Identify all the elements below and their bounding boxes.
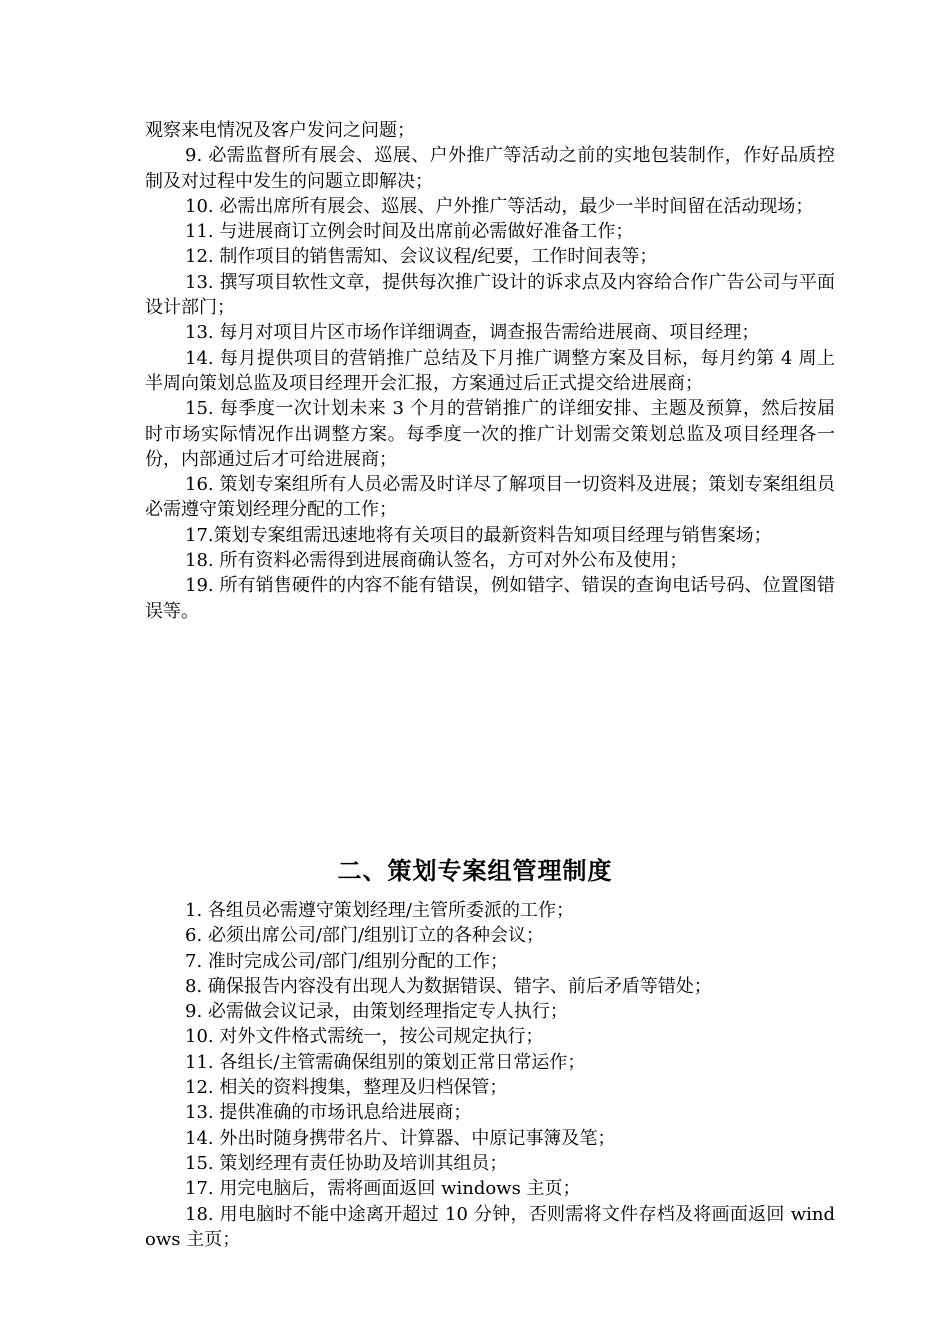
- section1-body: [145, 118, 835, 624]
- rule-item: 11. 各组长/主管需确保组别的策划正常日常运作；: [185, 1051, 586, 1073]
- paragraph-item-17: 17.策划专案组需迅速地将有关项目的最新资料告知项目经理与销售案场；: [185, 524, 772, 546]
- section2-body: [145, 898, 835, 1252]
- rule-item: 15. 策划经理有责任协助及培训其组员；: [185, 1152, 508, 1174]
- rule-item: 12. 相关的资料搜集，整理及归档保管；: [185, 1077, 508, 1099]
- rule-item: 8. 确保报告内容没有出现人为数据错误、错字、前后矛盾等错处；: [185, 975, 712, 997]
- paragraph-item-19: 19. 所有销售硬件的内容不能有错误，例如错字、错误的查询电话号码、位置图错误等。: [145, 575, 835, 622]
- rule-item: 18. 用电脑时不能中途离开超过 10 分钟，否则需将文件存档及将画面返回 windows 主页；: [145, 1203, 835, 1250]
- rule-item: 1. 各组员必需遵守策划经理/主管所委派的工作；: [185, 900, 574, 921]
- paragraph-item-13b: 13. 每月对项目片区市场作详细调查，调查报告需给进展商、项目经理；: [185, 322, 760, 344]
- paragraph-continuation: 观察来电情况及客户发问之问题；: [145, 120, 415, 141]
- rule-item: 6. 必须出席公司/部门/组别订立的各种会议；: [185, 925, 545, 947]
- section2-heading: 二、策划专案组管理制度: [337, 857, 613, 885]
- rule-item: 17. 用完电脑后，需将画面返回 windows 主页；: [185, 1178, 581, 1200]
- rule-item: 7. 准时完成公司/部门/组别分配的工作；: [185, 950, 509, 972]
- paragraph-item-18: 18. 所有资料必需得到进展商确认签名，方可对外公布及使用；: [185, 550, 688, 572]
- paragraph-item-15: 15. 每季度一次计划未来 3 个月的营销推广的详细安排、主题及预算，然后按届时市场实际情况作出调整方案。每季度一次的推广计划需交策划总监及项目经理各一份，内部通过后才可给进展商；: [145, 398, 835, 470]
- paragraph-item-16: 16. 策划专案组所有人员必需及时详尽了解项目一切资料及进展；策划专案组组员必需遵守策划经理分配的工作；: [145, 474, 835, 521]
- rule-item: 9. 必需做会议记录，由策划经理指定专人执行；: [185, 1001, 568, 1023]
- rule-item: 10. 对外文件格式需统一，按公司规定执行；: [185, 1026, 544, 1048]
- paragraph-item-9: 9. 必需监督所有展会、巡展、户外推广等活动之前的实地包装制作，作好品质控制及对过程中发生的问题立即解决；: [145, 145, 835, 192]
- paragraph-item-11: 11. 与进展商订立例会时间及出席前必需做好准备工作；: [185, 221, 634, 243]
- rule-item: 13. 提供准确的市场讯息给进展商；: [185, 1102, 472, 1124]
- paragraph-item-14: 14. 每月提供项目的营销推广总结及下月推广调整方案及目标，每月约第 4 周上半周向策划总监及项目经理开会汇报，方案通过后正式提交给进展商；: [145, 347, 835, 394]
- rule-item: 14. 外出时随身携带名片、计算器、中原记事簿及笔；: [185, 1127, 616, 1149]
- paragraph-item-10: 10. 必需出席所有展会、巡展、户外推广等活动，最少一半时间留在活动现场；: [185, 195, 814, 217]
- paragraph-item-13a: 13. 撰写项目软性文章，提供每次推广设计的诉求点及内容给合作广告公司与平面设计部门；: [145, 271, 835, 319]
- paragraph-item-12: 12. 制作项目的销售需知、会议议程/纪要，工作时间表等；: [185, 246, 658, 268]
